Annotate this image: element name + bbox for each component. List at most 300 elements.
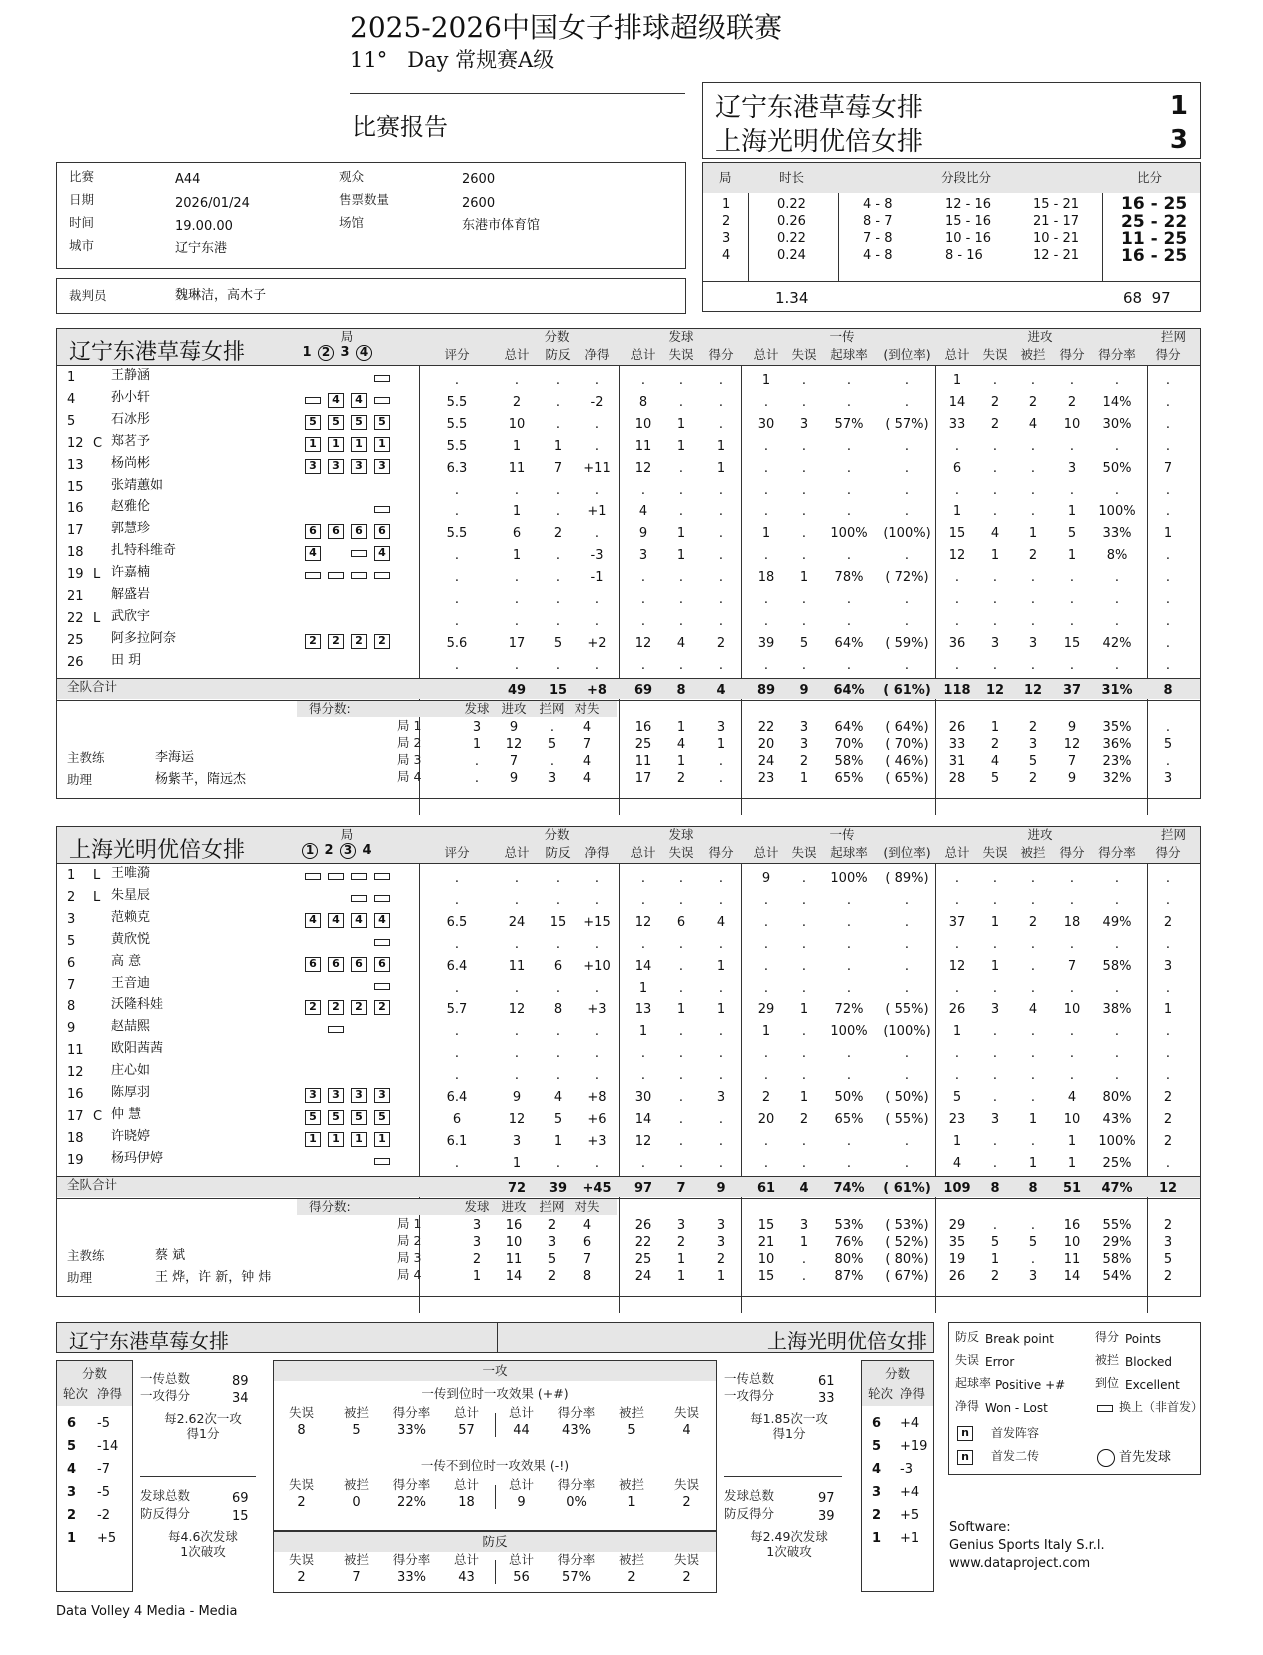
stat-pos: . xyxy=(846,892,852,908)
stat-bp: . xyxy=(555,373,561,388)
set-mark-4: 4 xyxy=(356,345,372,361)
stat-err: 6 xyxy=(676,914,686,930)
stat-exc: . xyxy=(904,460,910,476)
right-rec-total: 61 xyxy=(818,1374,835,1389)
set-pts-attack: 9 xyxy=(509,719,519,735)
stat-bp: . xyxy=(555,592,561,607)
stat-wl: -2 xyxy=(590,394,604,410)
set-label: 局 4 xyxy=(397,768,422,784)
set-stat-tot: 25 xyxy=(634,736,652,752)
stat-err: . xyxy=(992,871,998,886)
player-role: L xyxy=(93,610,101,626)
center-head-left: 被拦 xyxy=(343,1552,369,1567)
rotation-number: 4 xyxy=(872,1462,882,1477)
set-3-partial-2: 10 - 16 xyxy=(945,231,992,246)
stat-bp: 5 xyxy=(553,635,563,651)
total-pos: 74% xyxy=(833,1180,865,1196)
total-tot: 97 xyxy=(633,1180,653,1196)
stat-tot: 36 xyxy=(948,635,966,651)
player-number: 8 xyxy=(67,999,76,1015)
col-head-pts: 得分 xyxy=(708,347,734,362)
stat-pts: . xyxy=(1165,871,1171,886)
rotation-net: +19 xyxy=(900,1439,928,1454)
set-stat-pts: 10 xyxy=(1063,1234,1081,1250)
lineup-position: 5 xyxy=(374,1110,390,1125)
stat-err: 5 xyxy=(799,635,809,651)
set-stat-exc: ( 52%) xyxy=(885,1234,929,1250)
stat-blo: . xyxy=(1030,1046,1036,1062)
grid-line xyxy=(619,365,620,714)
stat-pts: 18 xyxy=(1063,914,1081,930)
total-tot: 69 xyxy=(633,682,653,698)
stat-tot: . xyxy=(763,1133,769,1149)
center-value-right: 44 xyxy=(513,1423,530,1438)
software-name: Genius Sports Italy S.r.l. xyxy=(949,1538,1105,1553)
set-stat-pts: 3 xyxy=(716,1234,726,1250)
total-tot: 49 xyxy=(507,682,527,698)
stat-pos: 100% xyxy=(830,1024,868,1040)
set-3-partial-3: 10 - 21 xyxy=(1033,231,1080,246)
stat-tot: 15 xyxy=(948,526,966,542)
stat-pos: 50% xyxy=(834,1090,864,1105)
stat-exc: ( 57%) xyxy=(885,416,929,432)
stat-pct: 25% xyxy=(1102,1155,1132,1171)
stat-vote: . xyxy=(454,980,460,996)
stat-bp: 8 xyxy=(553,1002,563,1018)
set-stat-tot: 26 xyxy=(948,1268,966,1284)
stat-pts: . xyxy=(1069,613,1075,629)
stat-pts: . xyxy=(1165,592,1171,607)
center-head-right: 失误 xyxy=(673,1405,699,1420)
attack-group-head: 进攻 xyxy=(1027,329,1053,344)
stat-pts: . xyxy=(1165,892,1171,908)
bench-marker xyxy=(351,895,367,902)
stat-pts: 3 xyxy=(1163,958,1173,974)
total-wl: +45 xyxy=(582,1180,612,1196)
center-value-left: 33% xyxy=(397,1570,426,1585)
stat-err: . xyxy=(992,1090,998,1105)
stat-wl: . xyxy=(594,1046,600,1062)
lineup-position: 5 xyxy=(305,415,321,430)
stat-tot: 13 xyxy=(634,1002,652,1018)
stat-tot: . xyxy=(640,936,646,952)
referee-value: 魏琳洁，高木子 xyxy=(175,288,267,303)
stat-bp: 4 xyxy=(553,1090,563,1105)
stat-vote: . xyxy=(454,657,460,673)
stat-tot: 9 xyxy=(638,526,648,542)
stat-err: 1 xyxy=(990,548,1000,564)
col-head-err: 失误 xyxy=(791,347,817,362)
stat-exc: ( 59%) xyxy=(885,635,929,651)
player-name: 赵雅伦 xyxy=(111,499,151,515)
center-head-left: 得分率 xyxy=(392,1552,431,1567)
player-number: 25 xyxy=(67,632,84,648)
col-head-tot: 总计 xyxy=(944,347,970,362)
info-value-time: 19.00.00 xyxy=(175,219,233,234)
total-bp: 39 xyxy=(548,1180,568,1196)
stat-err: . xyxy=(992,1024,998,1040)
partial-head: 分段比分 xyxy=(941,170,992,185)
set-pts-attack: 14 xyxy=(505,1268,523,1284)
rotation-number: 1 xyxy=(872,1531,882,1546)
stat-err: . xyxy=(801,1155,807,1171)
set-stat-pos: 87% xyxy=(834,1268,864,1284)
stat-wl: +10 xyxy=(583,958,611,974)
stat-pts: . xyxy=(1069,1068,1075,1084)
stat-tot: 3 xyxy=(638,548,648,564)
center-head-right: 被拦 xyxy=(618,1477,644,1492)
set-pts-serve: . xyxy=(474,753,480,769)
stat-pts: . xyxy=(718,892,724,908)
stat-tot: . xyxy=(514,1046,520,1062)
player-name: 庄心如 xyxy=(111,1063,151,1079)
stat-pts: . xyxy=(718,657,724,673)
stat-tot: . xyxy=(640,613,646,629)
stat-exc: . xyxy=(904,1133,910,1149)
legend-key: 净得 xyxy=(955,1399,980,1413)
player-name: 扎特科维奇 xyxy=(111,543,177,559)
set-stat-pct: 55% xyxy=(1102,1217,1132,1233)
first-serve-legend-icon xyxy=(1097,1449,1115,1467)
right-net-head: 净得 xyxy=(900,1386,926,1401)
set-stat-tot: 16 xyxy=(634,719,652,735)
stat-err: . xyxy=(992,1155,998,1171)
set-4-score: 16 - 25 xyxy=(1121,246,1188,266)
stat-exc: . xyxy=(904,548,910,564)
stat-wl: . xyxy=(594,526,600,542)
stat-pts: 2 xyxy=(1163,1133,1173,1149)
stat-bp: 5 xyxy=(553,1111,563,1127)
stat-tot: 11 xyxy=(634,438,652,454)
stat-err: . xyxy=(992,570,998,586)
lineup-position: 1 xyxy=(351,437,367,452)
stat-tot: 9 xyxy=(512,1090,522,1105)
set-stat-err: 2 xyxy=(990,1268,1000,1284)
stat-bp: . xyxy=(555,871,561,886)
stat-bp: . xyxy=(555,394,561,410)
player-name: 沃隆科娃 xyxy=(111,997,164,1013)
set-label: 局 2 xyxy=(397,1232,422,1248)
left-bp: 15 xyxy=(232,1509,249,1524)
stat-vote: 6.1 xyxy=(446,1133,468,1149)
stat-tot: 10 xyxy=(634,416,652,432)
set-pts-opp: 7 xyxy=(582,736,592,752)
col-head-tot: 总计 xyxy=(504,845,530,860)
stat-tot: . xyxy=(640,482,646,498)
stat-tot: . xyxy=(954,592,960,607)
col-head-tot: 总计 xyxy=(753,845,779,860)
stat-exc: . xyxy=(904,914,910,930)
stat-pct: 42% xyxy=(1102,635,1132,651)
set-1-score: 16 - 25 xyxy=(1121,194,1188,214)
stat-err: . xyxy=(678,504,684,520)
stat-tot: . xyxy=(763,394,769,410)
stat-tot: 5 xyxy=(952,1090,962,1105)
info-label-venue: 场馆 xyxy=(339,215,365,230)
left-srv-total-label: 发球总数 xyxy=(140,1488,191,1503)
stat-tot: 12 xyxy=(508,1002,526,1018)
bench-marker xyxy=(351,572,367,579)
set-stat-pos: 53% xyxy=(834,1217,864,1233)
center-value-left: 22% xyxy=(397,1495,426,1510)
col-head-exc: (到位率) xyxy=(883,347,931,362)
stat-pos: . xyxy=(846,1133,852,1149)
info-label-city: 城市 xyxy=(69,238,95,253)
set-pts-block: 3 xyxy=(547,1234,557,1250)
referee-label: 裁判员 xyxy=(69,288,107,303)
lineup-position: 4 xyxy=(305,546,321,561)
stat-tot: . xyxy=(640,1068,646,1084)
stat-pts: . xyxy=(718,613,724,629)
stat-err: 2 xyxy=(990,416,1000,432)
total-pct: 31% xyxy=(1101,682,1133,698)
stat-pts: 4 xyxy=(1067,1090,1077,1105)
sideout-sub-negative: 一传不到位时一攻效果 (-!) xyxy=(420,1458,570,1473)
stat-err: . xyxy=(678,1133,684,1149)
stat-err: . xyxy=(801,871,807,886)
stat-wl: +15 xyxy=(583,914,611,930)
info-value-tickets: 2600 xyxy=(462,196,496,211)
legend-key: 到位 xyxy=(1095,1376,1120,1390)
stat-vote: . xyxy=(454,892,460,908)
stat-err: . xyxy=(678,1111,684,1127)
set-stat-err: 3 xyxy=(799,1217,809,1233)
stat-pts: . xyxy=(718,1133,724,1149)
center-head-left: 失误 xyxy=(288,1405,314,1420)
center-value-right: 57% xyxy=(562,1570,591,1585)
set-stat-pts: 2 xyxy=(1163,1217,1173,1233)
stat-blo: . xyxy=(1030,613,1036,629)
team-total-label: 全队合计 xyxy=(67,678,118,694)
set-pts-block: 5 xyxy=(547,736,557,752)
stat-pts: . xyxy=(1165,1155,1171,1171)
set-label: 局 4 xyxy=(397,1266,422,1282)
stat-tot: . xyxy=(514,592,520,607)
stat-tot: 4 xyxy=(952,1155,962,1171)
total-tot: 118 xyxy=(943,682,971,698)
stat-wl: . xyxy=(594,416,600,432)
stat-blo: 3 xyxy=(1028,635,1038,651)
col-head-bp: 防反 xyxy=(545,845,571,860)
stat-tot: 8 xyxy=(638,394,648,410)
legend-start2: 首发二传 xyxy=(991,1449,1040,1463)
set-pts-serve: 2 xyxy=(472,1251,482,1267)
player-number: 22 xyxy=(67,610,84,626)
stat-bp: . xyxy=(555,657,561,673)
lineup-position: 6 xyxy=(351,524,367,539)
center-head-left: 被拦 xyxy=(343,1477,369,1492)
stat-vote: . xyxy=(454,548,460,564)
stat-pts: . xyxy=(1069,482,1075,498)
serve-group-head: 发球 xyxy=(668,329,694,344)
grid-line xyxy=(619,863,620,1212)
set-stat-tot: 19 xyxy=(948,1251,966,1267)
stat-pct: . xyxy=(1114,1024,1120,1040)
center-head-right: 总计 xyxy=(508,1477,534,1492)
bench-marker xyxy=(374,873,390,880)
legend-key: 得分 xyxy=(1095,1330,1120,1344)
stat-tot: . xyxy=(763,504,769,520)
lineup-position: 1 xyxy=(374,437,390,452)
bench-marker xyxy=(351,873,367,880)
stat-err: . xyxy=(801,548,807,564)
set-label: 局 3 xyxy=(397,751,422,767)
stat-pts: . xyxy=(1165,438,1171,454)
left-rot-points-head: 分数 xyxy=(81,1366,107,1381)
stat-pts: . xyxy=(718,592,724,607)
set-head: 局 xyxy=(719,170,732,185)
right-bp-label: 防反得分 xyxy=(724,1506,775,1521)
stat-err: . xyxy=(992,1068,998,1084)
set-1-duration: 0.22 xyxy=(777,197,806,212)
stat-pos: . xyxy=(846,980,852,996)
stat-vote: . xyxy=(454,504,460,520)
set-2-partial-3: 21 - 17 xyxy=(1033,214,1080,229)
stat-pts: 2 xyxy=(1163,1111,1173,1127)
stat-blo: . xyxy=(1030,657,1036,673)
stat-wl: . xyxy=(594,482,600,498)
attack-group-head: 进攻 xyxy=(1027,827,1053,842)
rotation-net: +5 xyxy=(900,1508,920,1523)
stat-vote: 6.4 xyxy=(446,958,468,974)
center-head-left: 得分率 xyxy=(392,1405,431,1420)
grid-line xyxy=(741,863,742,1212)
stat-vote: 6.4 xyxy=(446,1090,468,1105)
rotation-number: 2 xyxy=(872,1508,882,1523)
rotation-number: 5 xyxy=(67,1439,77,1454)
set-pts-attack: 7 xyxy=(509,753,519,769)
right-srv-total-label: 发球总数 xyxy=(724,1488,775,1503)
stat-vote: . xyxy=(454,592,460,607)
stat-tot: . xyxy=(640,657,646,673)
stat-tot: . xyxy=(514,482,520,498)
player-number: 13 xyxy=(67,457,84,473)
total-pts: 37 xyxy=(1062,682,1082,698)
stat-blo: . xyxy=(1030,958,1036,974)
col-head-bp: 防反 xyxy=(545,347,571,362)
set-stat-exc: ( 53%) xyxy=(885,1217,929,1233)
stat-pts: . xyxy=(718,526,724,542)
stat-tot: . xyxy=(954,482,960,498)
legend-first-serve: 首先发球 xyxy=(1119,1450,1172,1465)
stat-bp: 1 xyxy=(553,1133,563,1149)
set-stat-err: 1 xyxy=(799,1234,809,1250)
stat-pct: . xyxy=(1114,438,1120,454)
stat-err: . xyxy=(678,892,684,908)
stat-err: . xyxy=(678,958,684,974)
total-err: 8 xyxy=(990,1180,1000,1196)
stat-err: . xyxy=(992,482,998,498)
stat-pts: . xyxy=(718,482,724,498)
set-4-partial-1: 4 - 8 xyxy=(863,248,893,263)
set-stat-err: 2 xyxy=(676,1234,686,1250)
total-points: 68 97 xyxy=(1123,289,1171,307)
set-stat-err: 1 xyxy=(990,719,1000,735)
set-stat-err: 1 xyxy=(990,1251,1000,1267)
left-bp-label: 防反得分 xyxy=(140,1506,191,1521)
set-stat-pos: 65% xyxy=(834,770,864,786)
stat-pts: . xyxy=(1165,980,1171,996)
bench-marker xyxy=(374,506,390,513)
stat-blo: 2 xyxy=(1028,394,1038,410)
stat-err: . xyxy=(801,980,807,996)
stat-pct: 30% xyxy=(1102,416,1132,432)
stat-err: . xyxy=(801,504,807,520)
total-pts: 51 xyxy=(1062,1180,1082,1196)
stat-blo: . xyxy=(1030,1133,1036,1149)
stat-pct: . xyxy=(1114,657,1120,673)
stat-blo: . xyxy=(1030,871,1036,886)
stat-pos: . xyxy=(846,438,852,454)
set-stat-err: 5 xyxy=(990,1234,1000,1250)
lineup-position: 3 xyxy=(305,459,321,474)
stat-err: . xyxy=(678,936,684,952)
lineup-legend-icon: n xyxy=(957,1426,973,1441)
total-pts: 12 xyxy=(1158,1180,1178,1196)
set-4-partial-3: 12 - 21 xyxy=(1033,248,1080,263)
col-head-pts: 得分 xyxy=(1059,347,1085,362)
lineup-position: 3 xyxy=(305,1088,321,1103)
stat-pos: 64% xyxy=(834,635,864,651)
stat-vote: . xyxy=(454,570,460,586)
stat-tot: 23 xyxy=(948,1111,966,1127)
set-stat-pts: 16 xyxy=(1063,1217,1081,1233)
col-head-pts: 得分 xyxy=(1059,845,1085,860)
stat-vote: 5.5 xyxy=(446,526,468,542)
stat-exc: . xyxy=(904,592,910,607)
total-blo: 12 xyxy=(1023,682,1043,698)
center-value-right: 1 xyxy=(627,1495,636,1510)
set-stat-pts: 2 xyxy=(1163,1268,1173,1284)
stat-pts: . xyxy=(718,871,724,886)
stat-err: 4 xyxy=(990,526,1000,542)
left-srv-total: 69 xyxy=(232,1491,249,1506)
stat-err: 3 xyxy=(990,1111,1000,1127)
lineup-position: 5 xyxy=(374,415,390,430)
total-err: 12 xyxy=(985,682,1005,698)
stat-pts: . xyxy=(1165,1024,1171,1040)
stat-pts: 10 xyxy=(1063,1111,1081,1127)
software-label: Software: xyxy=(949,1520,1011,1535)
set-1-partial-2: 12 - 16 xyxy=(945,197,992,212)
stat-vote: 5.7 xyxy=(446,1002,468,1018)
stat-tot: 2 xyxy=(761,1090,771,1105)
set-stat-pct: 35% xyxy=(1102,719,1132,735)
stat-pct: . xyxy=(1114,482,1120,498)
legend-value: Positive +# xyxy=(995,1378,1066,1392)
left-rec-total-label: 一传总数 xyxy=(140,1371,191,1386)
set-stat-err: 3 xyxy=(799,736,809,752)
breakpoint-box xyxy=(273,1531,717,1593)
set-pts-opp: 4 xyxy=(582,753,592,769)
stat-tot: . xyxy=(514,980,520,996)
center-value-left: 2 xyxy=(297,1495,306,1510)
stat-bp: . xyxy=(555,936,561,952)
player-role: L xyxy=(93,567,101,583)
scoreboard-team-2: 上海光明优倍女排 xyxy=(715,127,924,157)
grid-line xyxy=(741,365,742,714)
block-group-head: 拦网 xyxy=(1160,827,1186,842)
lineup-position: 3 xyxy=(374,459,390,474)
player-number: 3 xyxy=(67,911,76,927)
stat-pos: 65% xyxy=(834,1111,864,1127)
lineup-position: 2 xyxy=(374,634,390,649)
lineup-position: 1 xyxy=(328,1132,344,1147)
lineup-position: 5 xyxy=(328,415,344,430)
lineup-position: 5 xyxy=(305,1110,321,1125)
stat-pos: . xyxy=(846,914,852,930)
stat-err: 1 xyxy=(676,526,686,542)
